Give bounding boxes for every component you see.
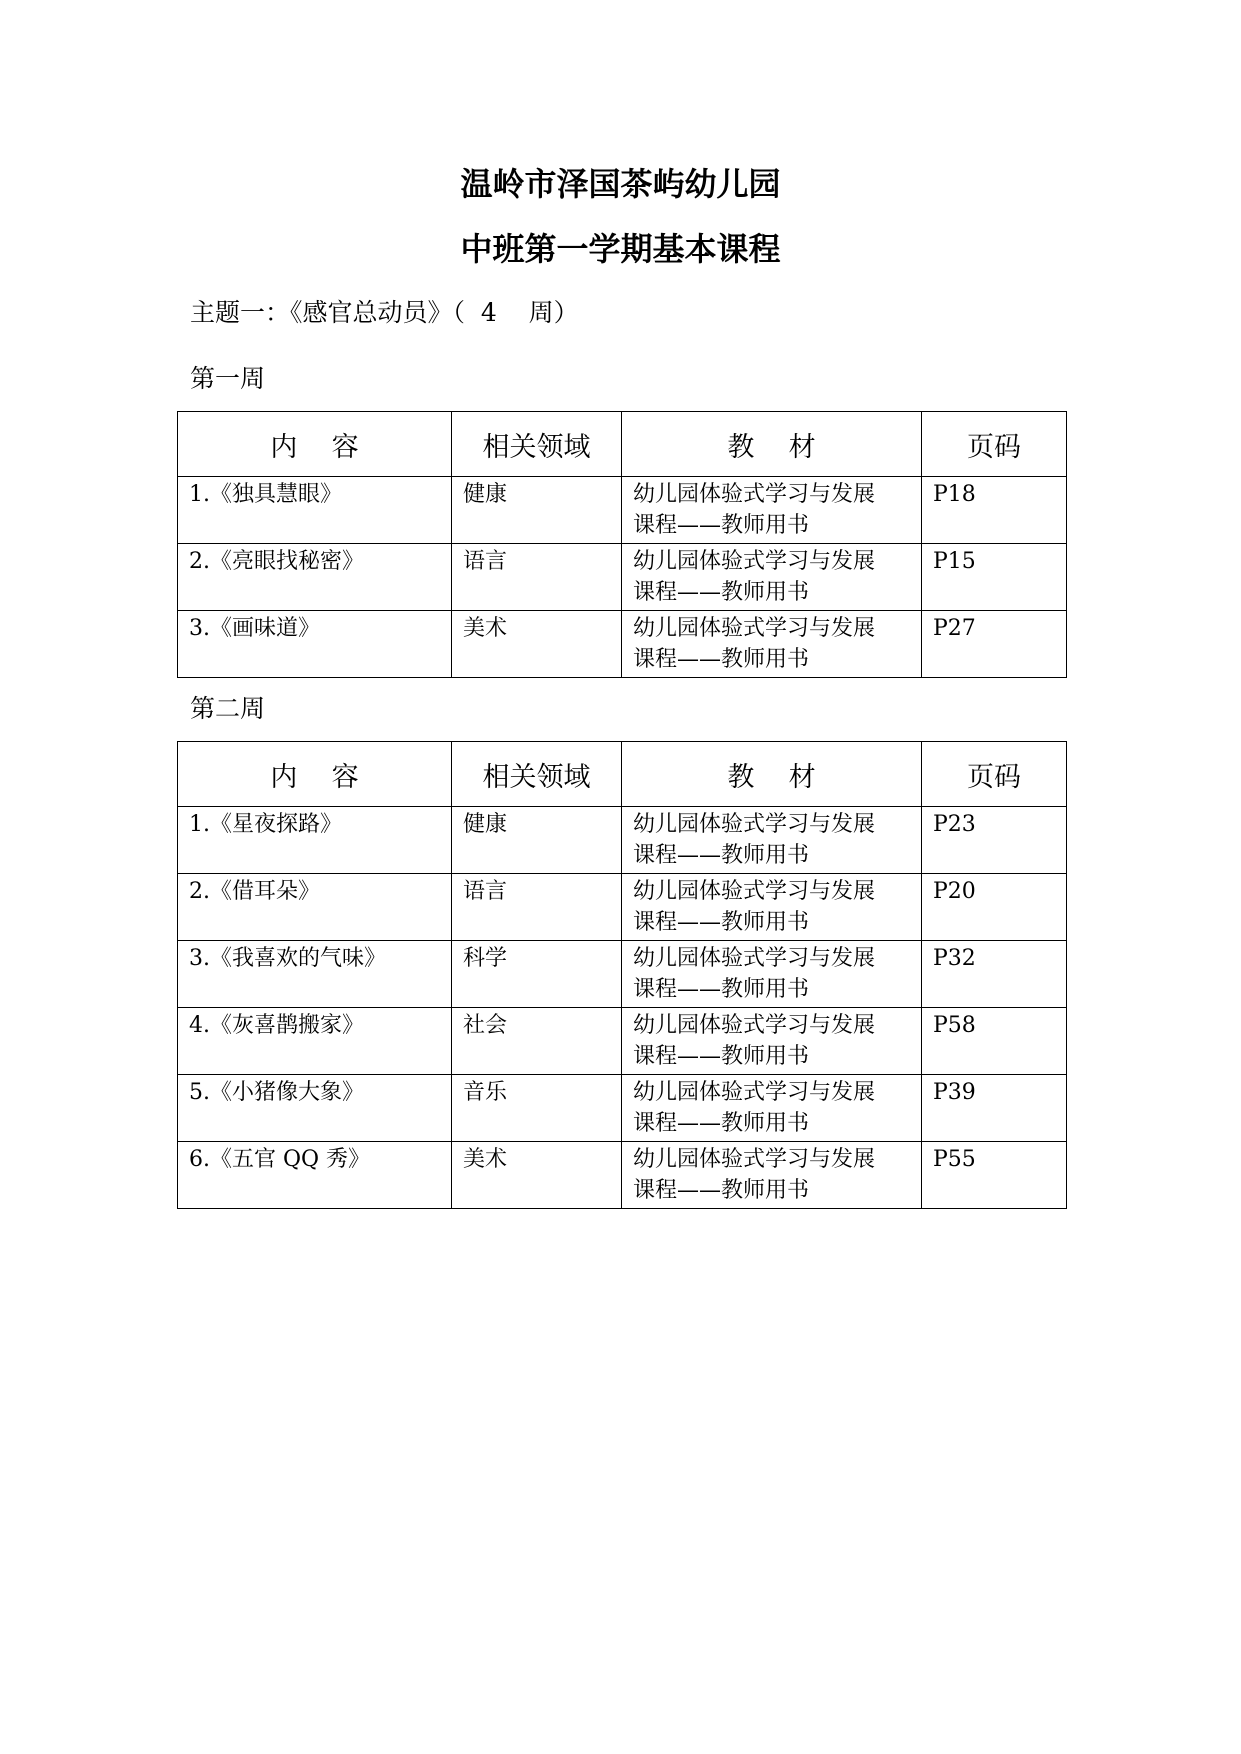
column-header-material: 教 材 <box>622 412 922 477</box>
table-row <box>178 874 1067 941</box>
lesson-title: 2.《亮眼找秘密》 <box>178 544 452 611</box>
material-line-2: 课程——教师用书 <box>633 647 810 672</box>
material-line-2: 课程——教师用书 <box>633 977 810 1002</box>
table-header-row <box>178 742 1067 807</box>
column-header-domain: 相关领域 <box>452 412 622 477</box>
column-header-page: 页码 <box>922 412 1067 477</box>
lesson-title: 1.《星夜探路》 <box>178 807 452 874</box>
lesson-page: P15 <box>922 544 1067 611</box>
column-header-content: 内 容 <box>178 742 452 807</box>
table-row <box>178 941 1067 1008</box>
lesson-domain: 美术 <box>452 1142 622 1209</box>
material-line-2: 课程——教师用书 <box>633 513 810 538</box>
lesson-domain: 健康 <box>452 477 622 544</box>
table-row <box>178 1075 1067 1142</box>
material-line-1: 幼儿园体验式学习与发展 <box>633 482 876 507</box>
lesson-domain: 音乐 <box>452 1075 622 1142</box>
lesson-material <box>622 1008 922 1075</box>
column-header-material: 教 材 <box>622 742 922 807</box>
lesson-page: P58 <box>922 1008 1067 1075</box>
material-line-1: 幼儿园体验式学习与发展 <box>633 812 876 837</box>
table-header-row <box>178 412 1067 477</box>
material-line-1: 幼儿园体验式学习与发展 <box>633 549 876 574</box>
material-line-1: 幼儿园体验式学习与发展 <box>633 879 876 904</box>
table-row <box>178 477 1067 544</box>
material-line-2: 课程——教师用书 <box>633 1111 810 1136</box>
table-row <box>178 544 1067 611</box>
theme-heading: 主题一：《感官总动员》（ 4 周） <box>190 298 579 327</box>
lesson-domain: 社会 <box>452 1008 622 1075</box>
material-line-2: 课程——教师用书 <box>633 580 810 605</box>
lesson-material <box>622 941 922 1008</box>
lesson-title: 4.《灰喜鹊搬家》 <box>178 1008 452 1075</box>
week-2-label: 第二周 <box>190 694 266 723</box>
lesson-page: P55 <box>922 1142 1067 1209</box>
material-line-1: 幼儿园体验式学习与发展 <box>633 616 876 641</box>
table-row <box>178 1142 1067 1209</box>
lesson-title: 5.《小猪像大象》 <box>178 1075 452 1142</box>
week-1-table <box>177 411 1067 678</box>
material-line-1: 幼儿园体验式学习与发展 <box>633 1147 876 1172</box>
column-header-content: 内 容 <box>178 412 452 477</box>
lesson-page: P20 <box>922 874 1067 941</box>
material-line-2: 课程——教师用书 <box>633 1044 810 1069</box>
week-2-table <box>177 741 1067 1209</box>
lesson-domain: 语言 <box>452 544 622 611</box>
lesson-material <box>622 1142 922 1209</box>
lesson-material <box>622 544 922 611</box>
lesson-title: 6.《五官 QQ 秀》 <box>178 1142 452 1209</box>
table-row <box>178 611 1067 678</box>
lesson-domain: 科学 <box>452 941 622 1008</box>
lesson-page: P23 <box>922 807 1067 874</box>
column-header-page: 页码 <box>922 742 1067 807</box>
lesson-title: 3.《我喜欢的气味》 <box>178 941 452 1008</box>
lesson-title: 2.《借耳朵》 <box>178 874 452 941</box>
lesson-title: 1.《独具慧眼》 <box>178 477 452 544</box>
material-line-2: 课程——教师用书 <box>633 1178 810 1203</box>
lesson-material <box>622 477 922 544</box>
lesson-page: P27 <box>922 611 1067 678</box>
document-title: 温岭市泽国茶屿幼儿园 <box>460 165 781 203</box>
lesson-material <box>622 807 922 874</box>
column-header-domain: 相关领域 <box>452 742 622 807</box>
lesson-page: P32 <box>922 941 1067 1008</box>
material-line-1: 幼儿园体验式学习与发展 <box>633 946 876 971</box>
table-row <box>178 1008 1067 1075</box>
table-row <box>178 807 1067 874</box>
lesson-domain: 语言 <box>452 874 622 941</box>
material-line-2: 课程——教师用书 <box>633 843 810 868</box>
document-subtitle: 中班第一学期基本课程 <box>460 230 781 268</box>
lesson-page: P39 <box>922 1075 1067 1142</box>
week-1-label: 第一周 <box>190 364 266 393</box>
material-line-1: 幼儿园体验式学习与发展 <box>633 1080 876 1105</box>
lesson-domain: 美术 <box>452 611 622 678</box>
lesson-material <box>622 874 922 941</box>
lesson-domain: 健康 <box>452 807 622 874</box>
lesson-page: P18 <box>922 477 1067 544</box>
material-line-2: 课程——教师用书 <box>633 910 810 935</box>
lesson-material <box>622 611 922 678</box>
lesson-title: 3.《画味道》 <box>178 611 452 678</box>
material-line-1: 幼儿园体验式学习与发展 <box>633 1013 876 1038</box>
lesson-material <box>622 1075 922 1142</box>
